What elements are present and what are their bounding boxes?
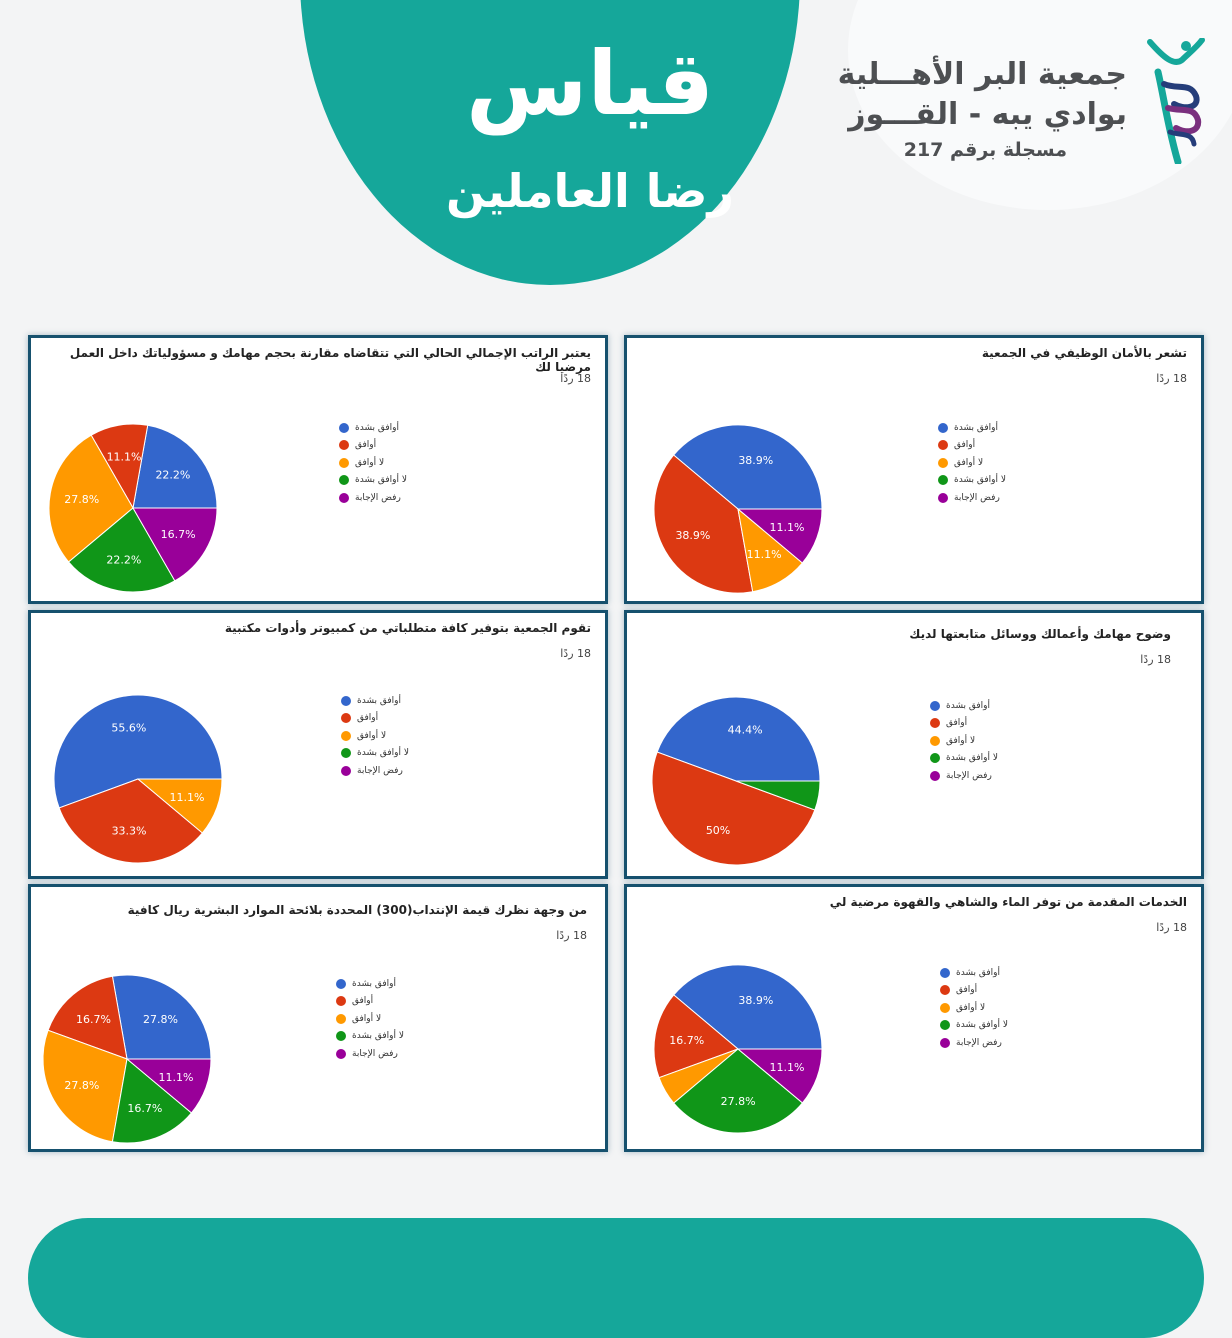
- chart-legend: [336, 975, 404, 1063]
- legend-label: أوافق بشدة: [352, 978, 396, 989]
- legend-item: [930, 732, 998, 750]
- legend-swatch: [339, 458, 349, 468]
- legend-swatch: [940, 1003, 950, 1013]
- legend-item: [336, 1028, 404, 1046]
- legend-swatch: [341, 766, 351, 776]
- slice-data-label: 44.4%: [727, 723, 763, 737]
- legend-swatch: [930, 701, 940, 711]
- legend-label: أوافق: [946, 718, 968, 729]
- slice-data-label: 55.6%: [111, 721, 147, 735]
- response-count: 18 ردًا: [1156, 921, 1187, 934]
- legend-item: [940, 982, 1008, 1000]
- chart-card-allowance: [28, 884, 608, 1152]
- slice-data-label: 11.1%: [769, 1060, 805, 1074]
- legend-item: [938, 489, 1006, 507]
- legend-item: [940, 999, 1008, 1017]
- legend-item: [938, 437, 1006, 455]
- legend-label: أوافق بشدة: [954, 422, 998, 433]
- legend-label: لا أوافق بشدة: [357, 748, 409, 759]
- legend-item: [339, 454, 407, 472]
- legend-swatch: [341, 731, 351, 741]
- response-count: 18 ردًا: [556, 929, 587, 942]
- chart-card-task-clarity: [624, 610, 1204, 879]
- legend-swatch: [930, 753, 940, 763]
- slice-data-label: 27.8%: [720, 1095, 756, 1109]
- page-title: قياس: [465, 32, 714, 135]
- legend-swatch: [938, 458, 948, 468]
- legend-label: أوافق: [355, 440, 377, 451]
- legend-swatch: [336, 979, 346, 989]
- legend-label: رفض الإجابة: [355, 492, 401, 503]
- org-name-line2: بوادي يبه - القـــوز: [848, 97, 1127, 132]
- chart-title: تقوم الجمعية بتوفير كافة متطلباتي من كمبيوتر وأدوات مكتبية: [224, 621, 591, 635]
- legend-label: لا أوافق: [956, 1002, 986, 1013]
- legend-label: أوافق: [357, 713, 379, 724]
- pie-chart: [48, 689, 228, 869]
- slice-data-label: 11.1%: [158, 1070, 194, 1084]
- org-name-line1: جمعية البر الأهـــلية: [837, 57, 1127, 92]
- chart-legend: [938, 419, 1006, 507]
- legend-item: [336, 1010, 404, 1028]
- legend-item: [339, 472, 407, 490]
- legend-label: لا أوافق: [946, 735, 976, 746]
- legend-label: أوافق بشدة: [956, 967, 1000, 978]
- slice-data-label: 16.7%: [160, 528, 196, 542]
- legend-label: لا أوافق بشدة: [954, 475, 1006, 486]
- legend-item: [341, 710, 409, 728]
- slice-data-label: 27.8%: [143, 1013, 178, 1027]
- chart-legend: [930, 697, 998, 785]
- legend-swatch: [938, 475, 948, 485]
- legend-item: [930, 697, 998, 715]
- chart-card-services: [624, 884, 1204, 1152]
- legend-label: أوافق بشدة: [946, 700, 990, 711]
- chart-title: من وجهة نظرك قيمة الإنتداب(300) المحددة بلائحة الموارد البشرية ريال كافية: [127, 903, 587, 917]
- chart-card-equipment: [28, 610, 608, 879]
- legend-label: رفض الإجابة: [357, 765, 403, 776]
- slice-data-label: 16.7%: [669, 1033, 705, 1047]
- legend-swatch: [938, 493, 948, 503]
- org-registration: مسجلة برقم 217: [903, 139, 1067, 161]
- legend-swatch: [930, 771, 940, 781]
- legend-swatch: [339, 423, 349, 433]
- legend-item: [940, 1017, 1008, 1035]
- legend-item: [938, 472, 1006, 490]
- slice-data-label: 11.1%: [746, 548, 782, 562]
- legend-label: أوافق: [352, 996, 374, 1007]
- slice-data-label: 11.1%: [769, 520, 805, 534]
- chart-title: الخدمات المقدمة من توفر الماء والشاهي والقهوة مرضية لي: [829, 895, 1187, 909]
- legend-swatch: [938, 423, 948, 433]
- legend-swatch: [940, 985, 950, 995]
- slice-data-label: 16.7%: [76, 1013, 111, 1027]
- chart-title: يعتبر الراتب الإجمالي الحالي التي تتقاضاه مقارنة بحجم مهامك و مسؤولياتك داخل العمل مرضيا لك: [69, 346, 591, 374]
- legend-label: رفض الإجابة: [946, 770, 992, 781]
- legend-swatch: [336, 1031, 346, 1041]
- legend-label: رفض الإجابة: [352, 1048, 398, 1059]
- legend-item: [339, 419, 407, 437]
- response-count: 18 ردًا: [1156, 372, 1187, 385]
- legend-label: لا أوافق: [355, 457, 385, 468]
- slice-data-label: 22.2%: [155, 468, 191, 482]
- slice-data-label: 16.7%: [127, 1101, 163, 1115]
- legend-item: [336, 1045, 404, 1063]
- legend-label: لا أوافق بشدة: [956, 1020, 1008, 1031]
- page-subtitle: رضا العاملين: [446, 164, 734, 218]
- legend-item: [339, 489, 407, 507]
- legend-label: أوافق: [954, 440, 976, 451]
- legend-item: [336, 993, 404, 1011]
- chart-legend: [940, 964, 1008, 1052]
- slice-data-label: 50%: [705, 823, 731, 837]
- legend-label: لا أوافق بشدة: [946, 753, 998, 764]
- legend-swatch: [336, 1014, 346, 1024]
- legend-item: [341, 727, 409, 745]
- legend-swatch: [339, 493, 349, 503]
- legend-item: [930, 767, 998, 785]
- legend-swatch: [930, 718, 940, 728]
- legend-label: لا أوافق بشدة: [352, 1031, 404, 1042]
- legend-label: لا أوافق: [352, 1013, 382, 1024]
- legend-item: [940, 1034, 1008, 1052]
- slice-data-label: 27.8%: [64, 1079, 100, 1093]
- pie-chart: [646, 691, 826, 871]
- legend-item: [938, 454, 1006, 472]
- organization-name: [838, 55, 1127, 165]
- chart-legend: [341, 692, 409, 780]
- slice-data-label: 22.2%: [106, 553, 142, 567]
- legend-item: [930, 750, 998, 768]
- legend-swatch: [930, 736, 940, 746]
- slice-data-label: 38.9%: [675, 529, 711, 543]
- legend-label: لا أوافق: [954, 457, 984, 468]
- legend-item: [341, 762, 409, 780]
- legend-swatch: [940, 968, 950, 978]
- slice-data-label: 38.9%: [738, 454, 774, 468]
- legend-label: لا أوافق: [357, 730, 387, 741]
- footer-banner: [28, 1218, 1204, 1338]
- legend-swatch: [341, 713, 351, 723]
- legend-item: [341, 692, 409, 710]
- legend-swatch: [336, 996, 346, 1006]
- legend-item: [938, 419, 1006, 437]
- legend-swatch: [938, 440, 948, 450]
- legend-item: [940, 964, 1008, 982]
- slice-data-label: 27.8%: [64, 492, 100, 506]
- legend-label: أوافق بشدة: [355, 422, 399, 433]
- chart-legend: [339, 419, 407, 507]
- legend-item: [930, 715, 998, 733]
- legend-swatch: [940, 1038, 950, 1048]
- pie-chart: [648, 419, 828, 599]
- slice-data-label: 11.1%: [169, 790, 205, 804]
- chart-title: تشعر بالأمان الوظيفي في الجمعية: [981, 346, 1187, 360]
- chart-card-salary: [28, 335, 608, 604]
- pie-chart: [37, 969, 217, 1149]
- response-count: 18 ردًا: [560, 372, 591, 385]
- slice-data-label: 38.9%: [738, 994, 774, 1008]
- legend-item: [341, 745, 409, 763]
- legend-label: لا أوافق بشدة: [355, 475, 407, 486]
- organization-logo-icon: [1144, 38, 1206, 164]
- legend-swatch: [339, 440, 349, 450]
- slice-data-label: 33.3%: [111, 824, 147, 838]
- legend-swatch: [940, 1020, 950, 1030]
- legend-swatch: [341, 696, 351, 706]
- legend-label: رفض الإجابة: [956, 1037, 1002, 1048]
- legend-label: أوافق: [956, 985, 978, 996]
- legend-label: أوافق بشدة: [357, 695, 401, 706]
- response-count: 18 ردًا: [1140, 653, 1171, 666]
- chart-card-job-security: [624, 335, 1204, 604]
- legend-swatch: [341, 748, 351, 758]
- legend-swatch: [339, 475, 349, 485]
- slice-data-label: 11.1%: [106, 450, 142, 464]
- pie-chart: [43, 418, 223, 598]
- legend-swatch: [336, 1049, 346, 1059]
- legend-label: رفض الإجابة: [954, 492, 1000, 503]
- legend-item: [339, 437, 407, 455]
- chart-title: وضوح مهامك وأعمالك ووسائل متابعتها لديك: [909, 627, 1171, 641]
- response-count: 18 ردًا: [560, 647, 591, 660]
- legend-item: [336, 975, 404, 993]
- pie-chart: [648, 959, 828, 1139]
